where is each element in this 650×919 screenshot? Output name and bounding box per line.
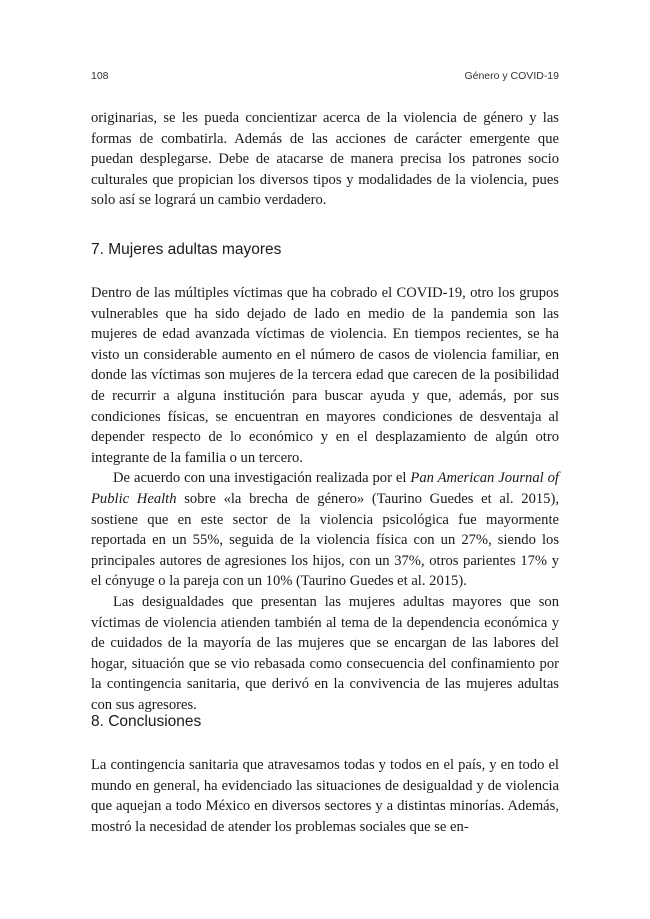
p2-text-before: De acuerdo con una investigación realizada por el bbox=[113, 470, 411, 487]
section-7-paragraph-2 bbox=[91, 468, 559, 592]
section-8-body bbox=[91, 755, 559, 837]
section-8-paragraph-1: La contingencia sanitaria que atravesamos todas y todos en el país, y en todo el mundo en general, ha evidenciado las situaciones de desigualdad y de violencia que aquejan a todo México en diversos sectores y a distintas minorías. Además, mostró la necesidad de atender los problemas sociales que se en- bbox=[91, 757, 559, 835]
journal-title: Pan American Journal of Public Health bbox=[91, 470, 559, 507]
section-7-body bbox=[91, 283, 559, 715]
intro-paragraph: originarias, se les pueda concientizar acerca de la violencia de género y las formas de combatirla. Además de las acciones de carácter emergente que puedan desplegarse. Debe de atacarse de manera precisa los patrones socio culturales que propician los diversos tipos y modalidades de la violencia, pues solo así se logrará un cambio verdadero. bbox=[91, 110, 559, 209]
section-8-heading: 8. Conclusiones bbox=[91, 713, 202, 730]
page-header bbox=[91, 70, 559, 84]
p2-text-after: sobre «la brecha de género» (Taurino Guedes et al. 2015), sostiene que en este sector de la violencia psicológica fue mayormente reportada en un 55%, seguida de la violencia física con un 27%, siendo los principales autores de agresiones los hijos, con un 37%, otros parientes 17% y el cónyuge o la pareja con un 10% (Taurino Guedes et al. 2015). bbox=[91, 490, 559, 590]
running-title: Género y COVID-19 bbox=[464, 70, 559, 82]
section-7-paragraph-1: Dentro de las múltiples víctimas que ha cobrado el COVID-19, otro los grupos vulnerables que ha sido dejado de lado en medio de la pandemia son las mujeres de edad avanzada víctimas de violencia. En tiempos recientes, se ha visto un considerable aumento en el número de casos de violencia familiar, en donde las víctimas son mujeres de la tercera edad que carecen de la posibilidad de recurrir a alguna institución para buscar ayuda y que, además, por sus condiciones físicas, se encuentran en mayores condiciones de desventaja al depender respecto de lo económico y en el desplazamiento de algún otro integrante de la familia o un tercero. bbox=[91, 285, 559, 466]
section-7-heading: 7. Mujeres adultas mayores bbox=[91, 241, 282, 258]
intro-block bbox=[91, 108, 559, 211]
page-number: 108 bbox=[91, 70, 109, 82]
section-7-paragraph-3: Las desigualdades que presentan las mujeres adultas mayores que son víctimas de violencia atienden también al tema de la dependencia económica y de cuidados de la mayoría de las mujeres que se encargan de las labores del hogar, situación que se vio rebasada como consecuencia del confinamiento por la contingencia sanitaria, que derivó en la convivencia de las mujeres adultas con sus agresores. bbox=[91, 593, 559, 713]
